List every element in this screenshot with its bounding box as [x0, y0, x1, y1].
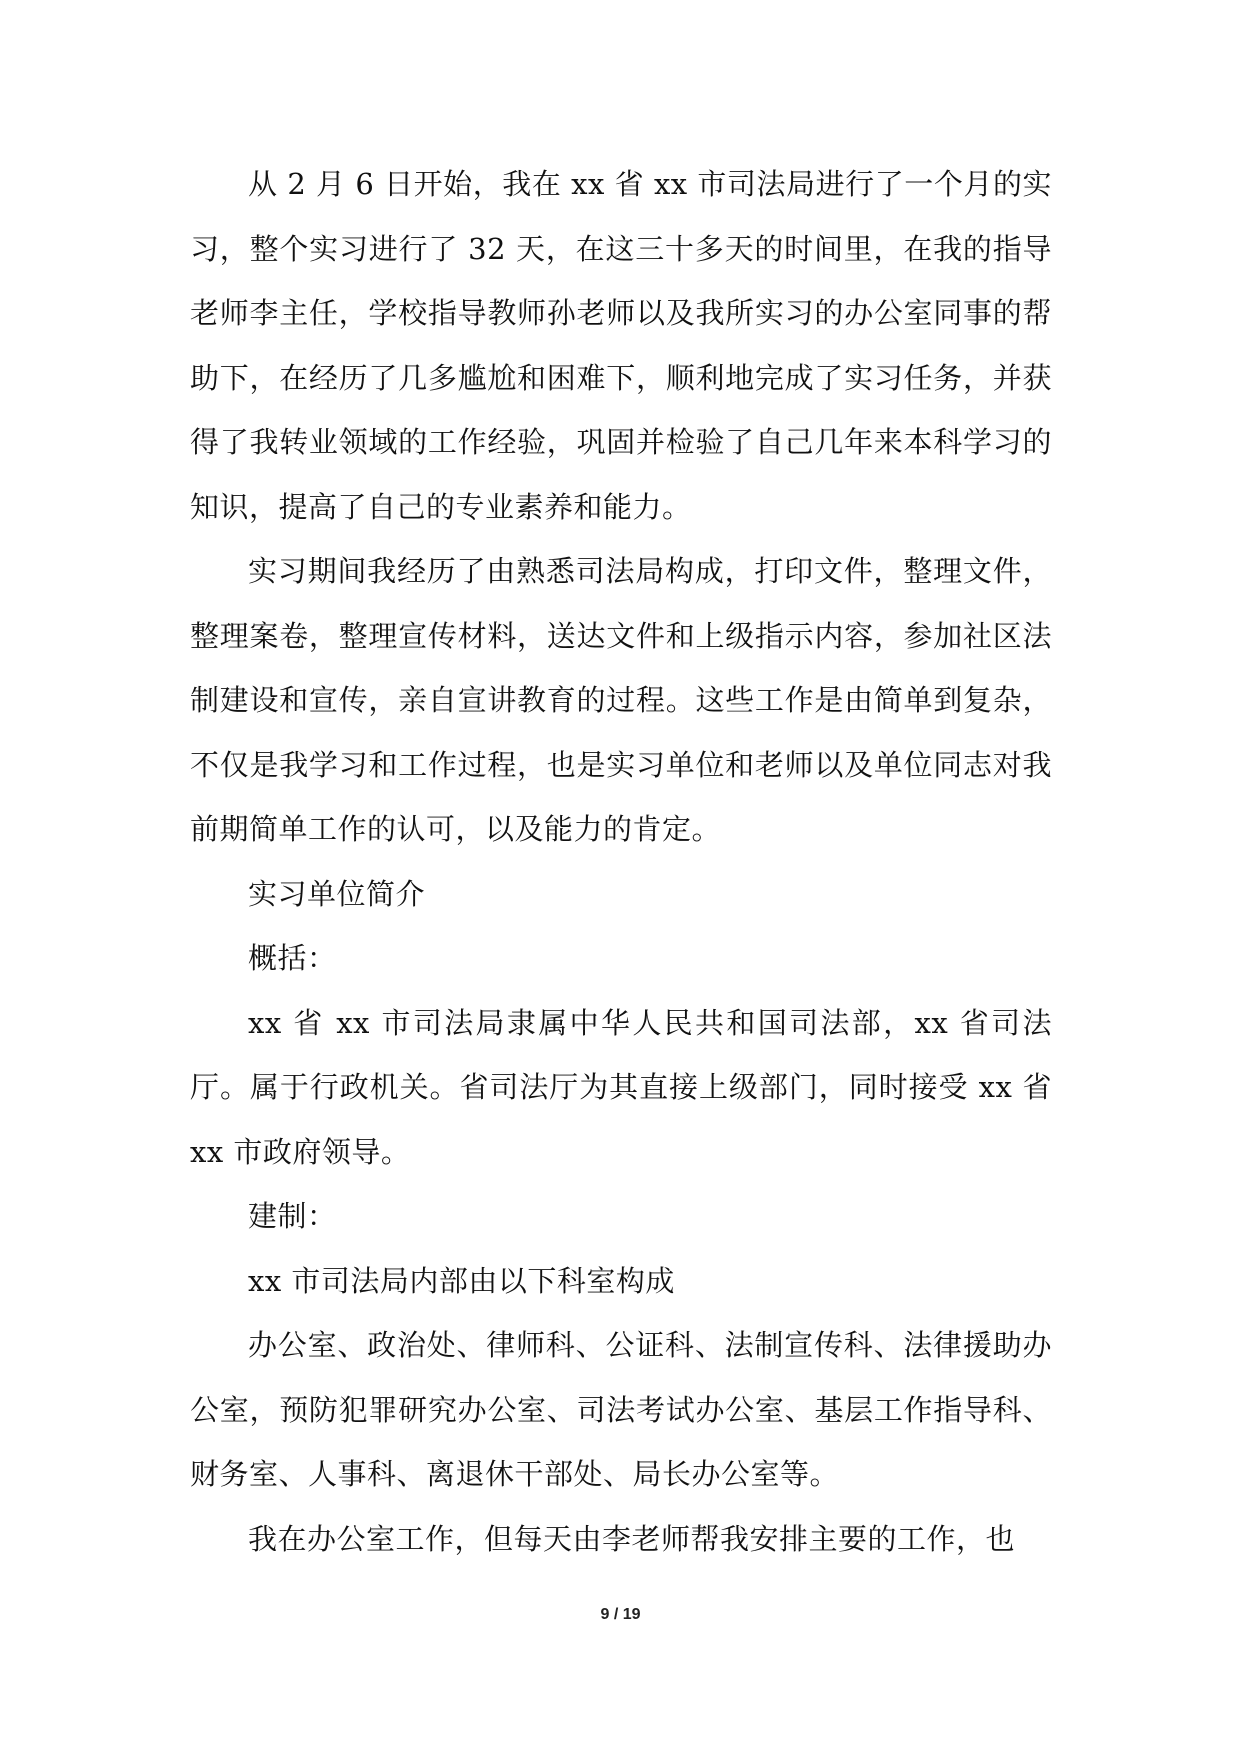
page-number: 9 / 19 [600, 1606, 641, 1623]
paragraph-office-work: 我在办公室工作，但每天由李老师帮我安排主要的工作，也 [248, 1521, 1016, 1556]
paragraph-structure-intro: xx 市司法局内部由以下科室构成 [248, 1263, 675, 1298]
paragraph-internship-tasks: 实习期间我经历了由熟悉司法局构成，打印文件，整理文件，整理案卷，整理宣传材料，送达文件和上级指示内容，参加社区法制建设和宣传，亲自宣讲教育的过程。这些工作是由简单到复杂，不仅是我学习和工作过程，也是实习单位和老师以及单位同志对我前期简单工作的认可，以及能力的肯定。 [190, 554, 1052, 846]
paragraph-unit-affiliation: xx 省 xx 市司法局隶属中华人民共和国司法部，xx 省司法厅。属于行政机关。省司法厅为其直接上级部门，同时接受 xx 省 xx 市政府领导。 [190, 1005, 1052, 1169]
paragraph-internship-overview: 从 2 月 6 日开始，我在 xx 省 xx 市司法局进行了一个月的实习，整个实习进行了 32 天，在这三十多天的时间里，在我的指导老师李主任，学校指导教师孙老师以及我所实习的办公室同事的帮助下，在经历了几多尴尬和困难下，顺利地完成了实习任务，并获得了我转业领域的工作经验，巩固并检验了自己几年来本科学习的知识，提高了自己的专业素养和能力。 [190, 167, 1052, 524]
heading-unit-introduction: 实习单位简介 [248, 876, 426, 911]
paragraph-departments-list: 办公室、政治处、律师科、公证科、法制宣传科、法律援助办公室，预防犯罪研究办公室、司法考试办公室、基层工作指导科、财务室、人事科、离退休干部处、局长办公室等。 [190, 1328, 1052, 1491]
heading-structure: 建制： [248, 1199, 337, 1233]
document-body [190, 152, 1052, 1571]
heading-summary: 概括： [248, 941, 337, 975]
